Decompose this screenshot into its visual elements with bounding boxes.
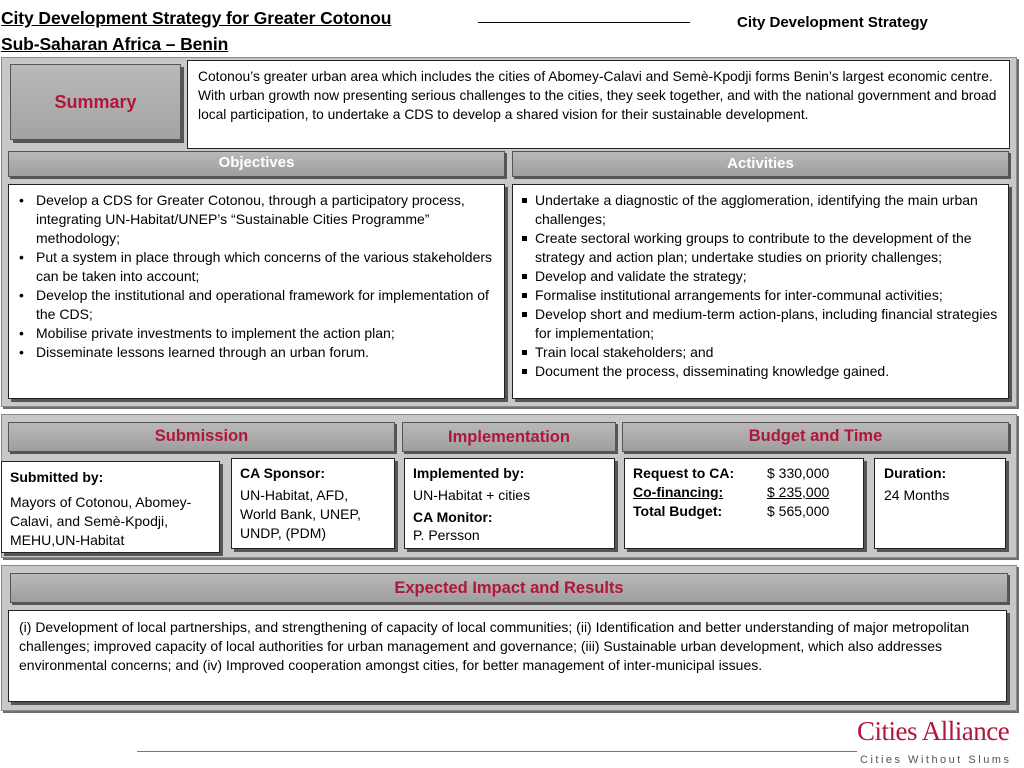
budget-row-label: Request to CA: bbox=[633, 465, 735, 481]
objective-item: • Put a system in place through which concerns of the various stakeholders can be taken into account; bbox=[13, 248, 498, 286]
implementation-box bbox=[404, 458, 615, 549]
summary-label bbox=[10, 64, 181, 140]
summary-text-box bbox=[187, 60, 1010, 149]
activity-item: Develop short and medium-term action-plans, including financial strategies for implementation; bbox=[517, 305, 1004, 343]
budget-row bbox=[633, 464, 855, 483]
impact-header bbox=[10, 573, 1008, 603]
budget-box bbox=[624, 458, 864, 549]
budget-row bbox=[633, 502, 855, 521]
monitor-label: CA Monitor: bbox=[413, 509, 493, 525]
objectives-list bbox=[13, 191, 498, 362]
impact-heading: Expected Impact and Results bbox=[394, 579, 624, 597]
monitor-value: P. Persson bbox=[413, 527, 480, 543]
footer-rule bbox=[137, 751, 857, 752]
sponsor-box bbox=[231, 458, 395, 549]
logo-name: Cities Alliance bbox=[857, 716, 1010, 746]
budget-heading: Budget and Time bbox=[748, 427, 883, 445]
objective-item: • Mobilise private investments to implement the action plan; bbox=[13, 324, 498, 343]
implementation-heading: Implementation bbox=[448, 428, 570, 446]
duration-box bbox=[874, 458, 1006, 549]
budget-row-label: Co-financing: bbox=[633, 484, 724, 500]
sponsor-label: CA Sponsor: bbox=[240, 465, 326, 481]
objectives-box bbox=[8, 184, 505, 399]
summary-text: Cotonou’s greater urban area which includes the cities of Abomey-Calavi and Semè-Kpodji forms Benin’s largest economic centre. With urban growth now presenting serious challenges to the cities, they seek together, and with the national government and broad local participation, to undertake a CDS to develop a shared vision for their sustainable development. bbox=[198, 69, 997, 122]
budget-row-value: $ 330,000 bbox=[767, 465, 830, 481]
activity-item: Document the process, disseminating knowledge gained. bbox=[517, 362, 1004, 381]
activity-item: Train local stakeholders; and bbox=[517, 343, 1004, 362]
submitted-by-value: Mayors of Cotonou, Abomey-Calavi, and Semè-Kpodji, MEHU,UN-Habitat bbox=[10, 494, 192, 548]
duration-label: Duration: bbox=[884, 465, 947, 481]
logo-tagline: Cities Without Slums bbox=[860, 754, 1012, 766]
objectives-header bbox=[8, 151, 505, 177]
budget-row-value: $ 565,000 bbox=[767, 503, 830, 519]
sponsor-value: UN-Habitat, AFD, World Bank, UNEP, UNDP, (PDM) bbox=[240, 487, 361, 541]
title-rule bbox=[478, 22, 690, 23]
implementation-header bbox=[402, 422, 616, 452]
impact-box bbox=[8, 610, 1007, 702]
document-subtitle: Sub-Saharan Africa – Benin bbox=[1, 34, 229, 54]
activities-list bbox=[517, 191, 1004, 381]
implemented-by-value: UN-Habitat + cities bbox=[413, 487, 531, 503]
impact-text: (i) Development of local partnerships, and strengthening of capacity of local communities; (ii) Identification and better understanding of major metropolitan challenges; improved capacity of local authorities for urban management and governance; (iii) Sustainable urban development, which also addresses environmental concerns; and (iv) Improved cooperation amongst cities, for better management of inter-municipal issues. bbox=[19, 619, 970, 673]
submitted-by-box bbox=[1, 461, 220, 553]
activity-item: Undertake a diagnostic of the agglomeration, identifying the main urban challenges; bbox=[517, 191, 1004, 229]
budget-row-label: Total Budget: bbox=[633, 503, 723, 519]
budget-row bbox=[633, 483, 855, 502]
budget-header bbox=[622, 422, 1009, 452]
objective-item: • Develop a CDS for Greater Cotonou, through a participatory process, integrating UN-Habitat/UNEP’s “Sustainable Cities Programme” methodology; bbox=[13, 191, 498, 248]
objective-item: • Develop the institutional and operational framework for implementation of the CDS; bbox=[13, 286, 498, 324]
document-title: City Development Strategy for Greater Cotonou bbox=[1, 8, 392, 28]
submission-heading: Submission bbox=[154, 427, 249, 445]
header-label: City Development Strategy bbox=[737, 14, 928, 31]
activity-item: Create sectoral working groups to contribute to the development of the strategy and action plan; undertake studies on priority challenges; bbox=[517, 229, 1004, 267]
submission-header bbox=[8, 422, 395, 452]
budget-row-value: $ 235,000 bbox=[767, 484, 830, 500]
objective-item: • Disseminate lessons learned through an urban forum. bbox=[13, 343, 498, 362]
activities-heading: Activities bbox=[727, 155, 794, 172]
submitted-by-label: Submitted by: bbox=[10, 469, 104, 485]
cities-alliance-logo bbox=[857, 716, 1012, 766]
duration-value: 24 Months bbox=[884, 487, 950, 503]
activity-item: Develop and validate the strategy; bbox=[517, 267, 1004, 286]
activity-item: Formalise institutional arrangements for inter-communal activities; bbox=[517, 286, 1004, 305]
implemented-by-label: Implemented by: bbox=[413, 465, 525, 481]
summary-label-text: Summary bbox=[54, 91, 137, 112]
objectives-heading: Objectives bbox=[218, 154, 295, 171]
activities-box bbox=[512, 184, 1009, 399]
activities-header bbox=[512, 151, 1009, 177]
